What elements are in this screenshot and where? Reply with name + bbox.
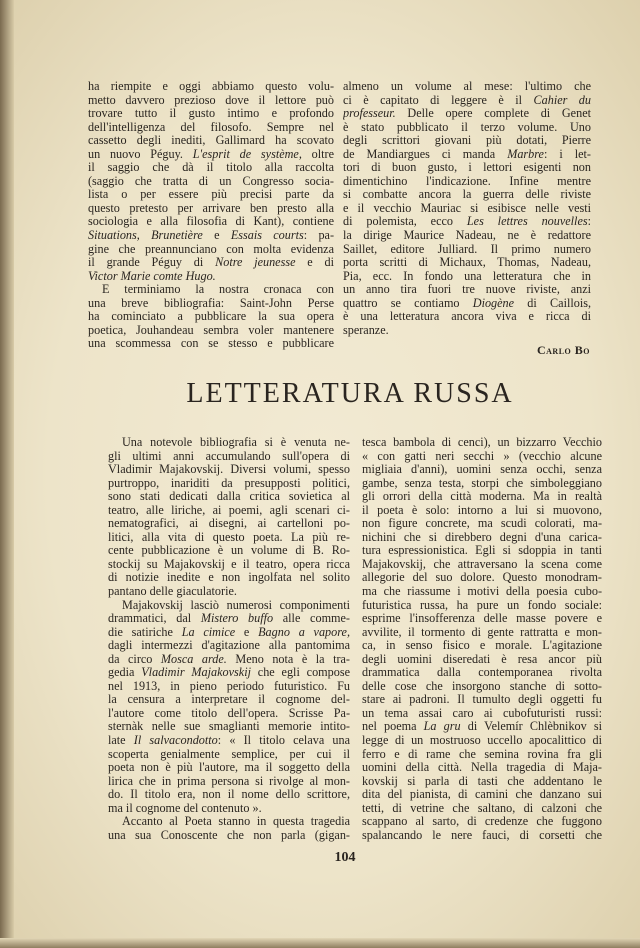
text-run: kovskij si parla di tasti che addentano le: [362, 774, 602, 788]
text-line: [108, 802, 350, 816]
text-run: dita del pianista, di camini che danzano sui: [362, 788, 602, 802]
text-line: [362, 558, 602, 572]
text-run: migliaia d'anni), uomini senza occhi, senza: [362, 463, 602, 477]
text-line: [88, 107, 334, 121]
text-line: [343, 202, 591, 216]
italic-text: La cimice: [181, 625, 236, 639]
text-line: [88, 337, 334, 351]
text-run: gine che preannunciano con molta evidenza: [88, 242, 334, 256]
text-run: Saillet, editore Julliard. Il primo numero: [343, 242, 591, 256]
text-line: [88, 270, 334, 284]
text-run: almeno un volume al mese: l'ultimo che: [343, 80, 591, 93]
text-run: non figure concrete, ma scudi colorati, ma-: [362, 517, 602, 531]
text-line: [108, 436, 350, 450]
paragraph: [343, 80, 591, 337]
text-run: drammatica dalla contemporanea rivolta: [362, 666, 602, 680]
italic-text: Diogène: [472, 296, 515, 310]
text-run: delle cose che insorgono stanche di sotto-: [362, 679, 602, 693]
text-run: un tema assai caro ai cubofuturisti russi:: [362, 706, 602, 720]
text-run: una sua Conoscente che non parla (gigan-: [108, 828, 350, 842]
text-line: [108, 707, 350, 721]
text-line: [362, 490, 602, 504]
text-line: [108, 653, 350, 667]
text-run: di Velemír Chlèbnikov si: [460, 720, 602, 734]
text-run: da circo: [108, 652, 161, 666]
text-line: [108, 693, 350, 707]
text-line: [108, 517, 350, 531]
text-run: un nuovo Péguy.: [88, 147, 193, 161]
text-line: [88, 121, 334, 135]
text-run: poetica, Jouhandeau sembra voler mantenere: [88, 323, 334, 337]
text-run: tori di buon gusto, i lettori esigenti non: [343, 161, 591, 175]
text-line: [108, 612, 350, 626]
text-run: legge di un mostruoso uccello apocalittico di: [362, 734, 602, 748]
text-line: [108, 666, 350, 680]
text-run: porta scritti di Michaux, Thomas, Nadeau,: [343, 256, 591, 270]
text-line: [343, 270, 591, 284]
text-run: tesca bambola di cenci), un bizzarro Vecchio: [362, 436, 602, 449]
text-run: l'autore come titolo dell'opera. Scrisse Pa-: [108, 706, 350, 720]
text-line: [88, 310, 334, 324]
text-run: ci è capitato di leggere è il: [343, 93, 534, 107]
text-line: [362, 517, 602, 531]
column-bottom-right: [362, 436, 602, 842]
text-run: una scommessa con se stesso e pubblicare: [88, 337, 334, 351]
text-line: [362, 571, 602, 585]
text-line: [343, 297, 591, 311]
text-run: esprime l'insofferenza delle masse povere e: [362, 612, 602, 626]
text-line: [88, 297, 334, 311]
text-line: [343, 324, 591, 338]
italic-text: La gru: [423, 720, 461, 734]
italic-text: Situations, Brunetière: [88, 229, 203, 243]
text-run: metto davvero prezioso dove il lettore può: [88, 93, 334, 107]
text-run: ca, in senso fisico e morale. L'agitazione: [362, 639, 602, 653]
text-run: gli ultimi anni accumulando sull'opera di: [108, 449, 350, 463]
text-run: trovare tutto il gusto intimo e profondo: [88, 107, 334, 121]
italic-text: Vladimir Majakovskij: [141, 666, 251, 680]
text-run: die satiriche: [108, 625, 182, 639]
text-line: [108, 571, 350, 585]
text-run: drammatici, dal: [108, 612, 201, 626]
text-line: [88, 94, 334, 108]
section-title: LETTERATURA RUSSA: [186, 378, 514, 409]
text-line: [108, 558, 350, 572]
text-run: il saggio che dà il titolo alla raccolta: [88, 161, 334, 175]
text-line: [108, 734, 350, 748]
text-run: Accanto al Poeta stanno in questa tragedia: [122, 815, 350, 829]
text-line: [362, 544, 602, 558]
italic-text: Il salvacondotto: [133, 734, 218, 748]
text-line: [108, 720, 350, 734]
text-run: scappano al sarto, di credenze che fuggono: [362, 815, 602, 829]
text-run: è stato pubblicato il terzo volume. Uno: [343, 120, 591, 134]
text-run: teatro, alle liriche, ai poemi, agli scenari ci-: [108, 503, 350, 517]
text-line: [88, 256, 334, 270]
text-line: [88, 80, 334, 94]
text-run: lista o per essere più precisi parte da: [88, 188, 334, 202]
text-run: ha cominciato a pubblicare la sua opera: [88, 310, 334, 324]
text-line: [343, 175, 591, 189]
text-run: poeta non è più l'autore, ma il soggetto della: [108, 761, 350, 775]
text-run: stockij su Majakovskij e il teatro, opera ricca: [108, 557, 350, 571]
italic-text: L'esprit de système,: [192, 147, 302, 161]
text-line: [343, 121, 591, 135]
italic-text: professeur.: [343, 107, 396, 121]
text-run: nematografici, ai disegni, ai cartelloni po-: [108, 517, 350, 531]
text-run: si combatte ancora la guerra delle riviste: [343, 188, 591, 202]
text-run: che egli compose: [250, 666, 350, 680]
text-run: : pa-: [303, 229, 334, 243]
text-line: [88, 175, 334, 189]
text-run: ferro e di rame che semina rovina fra gli: [362, 747, 602, 761]
text-run: di polemista, ecco: [343, 215, 467, 229]
text-line: [108, 761, 350, 775]
text-run: nel poema: [362, 720, 424, 734]
text-run: il grande Péguy di: [88, 256, 216, 270]
paragraph: [108, 815, 350, 842]
text-run: un anno tira fuori tre nuove riviste, anzi: [343, 283, 591, 297]
text-run: cassetto degli inediti, Gallimard ha scovato: [88, 134, 334, 148]
text-run: purtroppo, inariditi da presupposti politici,: [108, 476, 350, 490]
text-line: [343, 256, 591, 270]
text-line: [343, 188, 591, 202]
text-line: [343, 310, 591, 324]
text-run: sternàk nelle sue smaglianti memorie intito-: [108, 720, 350, 734]
column-top-left: [88, 80, 334, 351]
text-line: [108, 639, 350, 653]
text-run: allegorie del suo dolore. Questo monodram-: [362, 571, 602, 585]
text-run: quattro se contiamo: [343, 296, 473, 310]
italic-text: Mosca arde.: [160, 652, 227, 666]
text-run: litici, alla vita di questo poeta. La più re-: [108, 530, 350, 544]
italic-text: Notre jeunesse: [215, 256, 296, 270]
text-run: e: [202, 229, 231, 243]
text-run: sono stati dedicati dalla critica sovietica al: [108, 490, 350, 504]
italic-text: Essais courts: [230, 229, 304, 243]
text-run: dagli intermezzi d'agitazione alla pantomima: [108, 639, 350, 653]
text-line: [108, 829, 350, 843]
text-run: una breve bibliografia: Saint-John Perse: [88, 296, 334, 310]
text-line: [108, 450, 350, 464]
text-line: [108, 599, 350, 613]
text-run: ha riempite e oggi abbiamo questo volu-: [88, 80, 334, 93]
text-line: [343, 283, 591, 297]
text-line: [362, 599, 602, 613]
text-line: [88, 283, 334, 297]
italic-text: Bagno a vapore,: [258, 625, 350, 639]
paragraph: [88, 80, 334, 283]
text-run: : i let-: [543, 147, 591, 161]
text-line: [362, 829, 602, 843]
text-line: [362, 585, 602, 599]
text-line: [343, 229, 591, 243]
text-run: E terminiamo la nostra cronaca con: [102, 283, 334, 297]
text-line: [108, 531, 350, 545]
text-line: [108, 585, 350, 599]
text-run: Pia, ecc. In fondo una letteratura che in: [343, 269, 591, 283]
text-line: [88, 161, 334, 175]
text-line: [88, 243, 334, 257]
text-run: uomini della città. Nella tragedia di Maja-: [362, 761, 602, 775]
text-line: [362, 748, 602, 762]
text-line: [362, 531, 602, 545]
column-top-right: [343, 80, 591, 337]
author-signature: Carlo Bo: [536, 343, 590, 357]
text-run: degli scrittori giovani più dotati, Pierre: [343, 134, 591, 148]
text-line: [362, 666, 602, 680]
text-run: Vladimir Majakovskij. Diversi volumi, spesso: [108, 463, 350, 477]
text-run: Meno nota è la tra-: [226, 652, 350, 666]
text-run: futuristica russa, ha pure un fondo sociale:: [362, 598, 602, 612]
text-run: e il vecchio Mauriac si esibisce nelle vesti: [343, 201, 591, 215]
text-run: il poeta è solo: intorno a lui si muovono,: [362, 503, 602, 517]
text-run: Delle opere complete di Genet: [395, 107, 591, 121]
text-line: [108, 775, 350, 789]
text-run: Majakovskij, che attraversano la scena come: [362, 557, 602, 571]
text-line: [88, 229, 334, 243]
text-line: [362, 436, 602, 450]
text-run: cente pubblicazione è un volume di B. Ro-: [108, 544, 350, 558]
text-line: [108, 490, 350, 504]
text-run: alle comme-: [273, 612, 350, 626]
text-run: di Caillois,: [514, 296, 591, 310]
text-line: [88, 324, 334, 338]
text-run: tetti, di vetrine che saltano, di calzoni che: [362, 801, 602, 815]
text-line: [362, 693, 602, 707]
italic-text: Les lettres nouvelles: [466, 215, 588, 229]
text-run: gambe, senza testa, storpi che simboleggiano: [362, 476, 602, 490]
text-line: [362, 720, 602, 734]
text-run: lirica che in prima persona si rivolge al mon-: [108, 774, 350, 788]
text-line: [343, 94, 591, 108]
text-line: [362, 802, 602, 816]
text-run: ma il cognome del contenuto ».: [108, 801, 262, 815]
text-line: [362, 612, 602, 626]
text-run: « con gatti neri secchi » (vecchio alcune: [362, 449, 602, 463]
text-line: [88, 202, 334, 216]
text-line: [362, 626, 602, 640]
text-run: speranze.: [343, 323, 389, 337]
text-line: [362, 775, 602, 789]
text-line: [108, 504, 350, 518]
text-line: [362, 653, 602, 667]
column-bottom-left: [108, 436, 350, 842]
text-run: : « Il titolo celava una: [217, 734, 350, 748]
text-line: [343, 161, 591, 175]
text-run: questo pretesto per arrivare ben presto alla: [88, 201, 334, 215]
italic-text: Mistero buffo: [200, 612, 274, 626]
text-run: do. Il titolo era, non il nome dello scrittore,: [108, 788, 350, 802]
text-run: e: [235, 625, 259, 639]
text-line: [362, 680, 602, 694]
text-run: avvilite, il tormento di gente rattratta e mon-: [362, 625, 602, 639]
text-run: ma che riassume i motivi della poesia cubo-: [362, 585, 602, 599]
text-line: [88, 188, 334, 202]
text-run: nel 1913, in pieno periodo futuristico. Fu: [108, 679, 350, 693]
text-line: [108, 463, 350, 477]
text-run: scoperta genialmente semplice, per cui il: [108, 747, 350, 761]
text-line: [362, 639, 602, 653]
text-line: [343, 215, 591, 229]
text-line: [343, 80, 591, 94]
text-line: [362, 504, 602, 518]
page-bottom-edge: [0, 938, 640, 948]
page-number: 104: [334, 850, 356, 865]
text-line: [108, 477, 350, 491]
text-line: [108, 544, 350, 558]
text-run: e di: [295, 256, 334, 270]
paragraph: [88, 283, 334, 351]
paragraph: [108, 599, 350, 816]
text-run: Majakovskij lasciò numerosi componimenti: [122, 598, 350, 612]
text-line: [343, 243, 591, 257]
paragraph: [108, 436, 350, 599]
text-line: [362, 463, 602, 477]
text-line: [362, 761, 602, 775]
text-run: oltre: [301, 147, 334, 161]
italic-text: Victor Marie comte Hugo.: [88, 269, 216, 283]
text-run: Una notevole bibliografia si è venuta ne-: [122, 436, 350, 449]
text-line: [343, 107, 591, 121]
text-line: [362, 707, 602, 721]
text-line: [88, 134, 334, 148]
text-run: dell'intelligenza del filosofo. Sempre nel: [88, 120, 334, 134]
text-line: [362, 450, 602, 464]
text-line: [362, 815, 602, 829]
text-run: degli uomini diseredati è resa ancor più: [362, 652, 602, 666]
text-line: [108, 626, 350, 640]
text-run: spalancando le nere fauci, di corsetti che: [362, 828, 602, 842]
text-line: [343, 148, 591, 162]
text-run: de Mandiargues ci manda: [343, 147, 508, 161]
page-edge-shadow: [0, 0, 14, 948]
text-line: [88, 215, 334, 229]
text-run: tura espressionistica. Egli si sdoppia in tanti: [362, 544, 602, 558]
text-run: è una letteratura ancora viva e ricca di: [343, 310, 591, 324]
text-line: [88, 148, 334, 162]
text-run: la dirige Maurice Nadeau, ne è redattore: [343, 229, 591, 243]
text-run: di notizie inedite e non ingolfata nel solito: [108, 571, 350, 585]
text-run: nichini che si direbbero degni d'una carica-: [362, 530, 602, 544]
italic-text: Cahier du: [533, 93, 591, 107]
text-line: [362, 477, 602, 491]
paragraph: [362, 436, 602, 842]
text-run: la censura a interpretare il cognome del-: [108, 693, 350, 707]
text-line: [108, 680, 350, 694]
text-line: [362, 788, 602, 802]
text-run: stare ai padroni. Il tumulto degli oggetti fu: [362, 693, 602, 707]
text-run: pantano delle giaculatorie.: [108, 585, 237, 599]
text-line: [343, 134, 591, 148]
text-run: :: [587, 215, 591, 229]
text-run: sociologia e alla filosofia di Kant), contiene: [88, 215, 334, 229]
text-line: [108, 788, 350, 802]
italic-text: Marbre: [507, 147, 544, 161]
text-run: late: [108, 734, 134, 748]
text-line: [362, 734, 602, 748]
text-run: dimentichino l'indicazione. Infine mentre: [343, 174, 591, 188]
text-line: [108, 748, 350, 762]
text-run: gli orrori della città moderna. Ma in realtà: [362, 490, 602, 504]
text-run: (saggio che tratta di un Congresso socia-: [88, 174, 334, 188]
text-line: [108, 815, 350, 829]
text-run: gedia: [108, 666, 142, 680]
